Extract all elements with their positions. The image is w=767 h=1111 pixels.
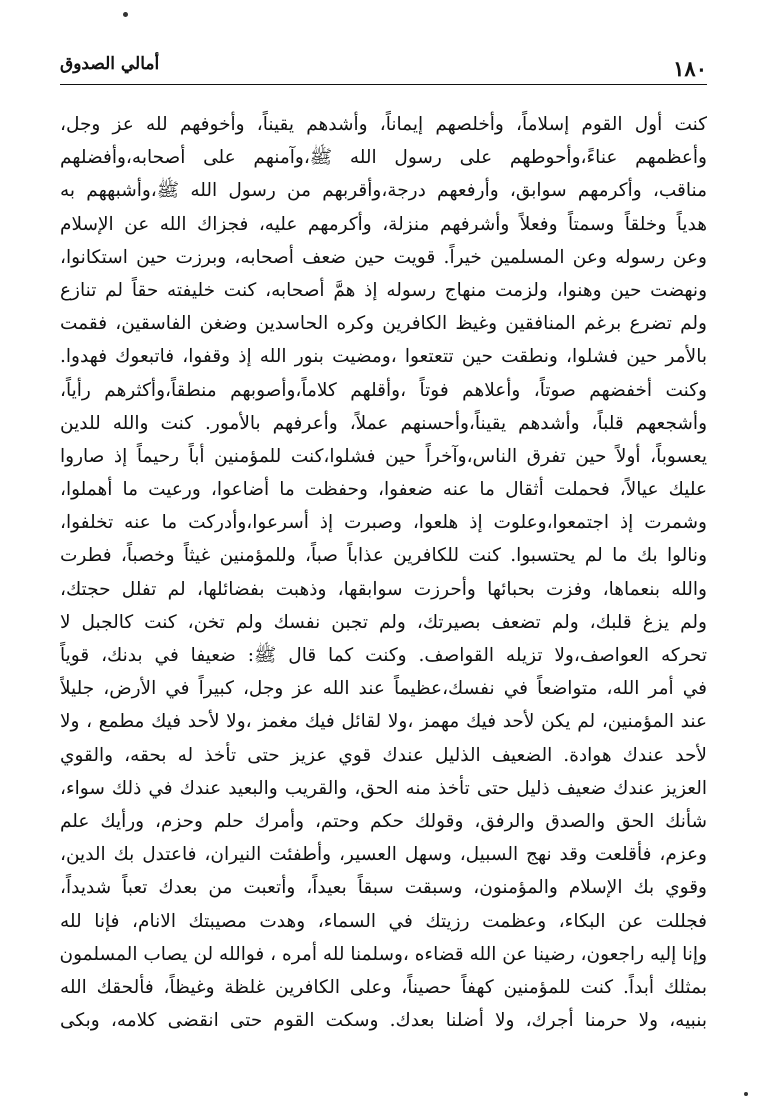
header-rule [60,84,707,85]
text-line: تحركه العواصف،ولا تزيله القواصف. وكنت كما قال ﷺ: ضعيفا في بدنك، قوياً [60,645,707,666]
text-line: وشمرت إذ اجتمعوا،وعلوت إذ هلعوا، وصبرت إذ أسرعوا،وأدركت ما عنه تخلفوا، [60,512,707,534]
text-line: وعزم، فأقلعت وقد نهج السبيل، وسهل العسير، وأطفئت النيران، فاعتدل بك الدين، [60,844,707,866]
text-line: شأنك الحق والصدق والرفق، وقولك حكم وحتم، وأمرك حلم وحزم، ورأيك علم [60,810,707,832]
text-line: عند المؤمنين، لم يكن لأحد فيك مهمز ،ولا لقائل فيك مغمز ،ولا لأحد فيك مطمع ، ولا [60,711,707,733]
scan-speck [744,1092,748,1096]
text-line: في أمر الله، متواضعاً في نفسك،عظيماً عند الله عز وجل، كبيراً في الأرض، جليلاً [60,678,707,700]
text-line: هدياً وخلقاً وسمتاً وفعلاً وأشرفهم منزلة، وأكرمهم عليه، فجزاك الله عن الإسلام [60,213,707,235]
page-number: ١٨٠ [673,56,707,81]
scan-speck [123,12,128,17]
text-line: وأشجعهم قلباً، وأشدهم يقيناً،وأحسنهم عملاً، وأعرفهم بالأمور. كنت والله للدين [60,412,707,434]
text-line: ونالوا بك ما لم يحتسبوا. كنت للكافرين عذاباً صباً، وللمؤمنين غيثاً وخصباً، فطرت [60,545,707,567]
text-line: مناقب، وأكرمهم سوابق، وأرفعهم درجة،وأقربهم من رسول الله ﷺ،وأشبههم به [60,180,707,202]
text-line: كنت أول القوم إسلاماً، وأخلصهم إيماناً، وأشدهم يقيناً، وأخوفهم لله عز وجل، [60,114,707,135]
text-line: ونهضت حين وهنوا، ولزمت منهاج رسوله إذ همَّ أصحابه، كنت خليفته حقاً لم تنازع [60,279,707,301]
text-line: ولم يزغ قلبك، ولم تضعف بصيرتك، ولم تجبن نفسك ولم تخن، كنت كالجبل لا [60,611,707,633]
body-text [60,108,707,1037]
text-line: بالأمر حين فشلوا، ونطقت حين تتعتعوا ،ومضيت بنور الله إذ وقفوا، فاتبعوك فهدوا. [60,346,707,368]
text-line: وكنت أخفضهم صوتاً، وأعلاهم فوتاً ،وأقلهم كلاماً،وأصوبهم منطقاً،وأكثرهم رأياً، [60,379,707,401]
text-line: يعسوباً، أولاً حين تفرق الناس،وآخراً حين فشلوا،كنت للمؤمنين أباً رحيماً إذ صاروا [60,445,707,467]
book-title: أمالي الصدوق [60,54,160,74]
text-line: بنبيه، ولا حرمنا أجرك، ولا أضلنا بعدك. وسكت القوم حتى انقضى كلامه، وبكى [60,1010,707,1032]
text-line: ولم تضرع برغم المنافقين وغيظ الكافرين وكره الحاسدين وضغن الفاسقين، فقمت [60,313,707,335]
text-line: وأعظمهم عناءً،وأحوطهم على رسول الله ﷺ،وآمنهم على أصحابه،وأفضلهم [60,147,707,169]
text-line: لأحد عندك هوادة. الضعيف الذليل عندك قوي عزيز حتى تأخذ له بحقه، والقوي [60,744,707,766]
text-line: فجللت عن البكاء، وعظمت رزيتك في السماء، وهدت مصيبتك الانام، فإنا لله [60,910,707,932]
text-line: والله بنعماها، وفزت بحبائها وأحرزت سوابقها، وذهبت بفضائلها، لم تفلل حجتك، [60,578,707,600]
text-line: العزيز عندك ضعيف ذليل حتى تأخذ منه الحق، والقريب والبعيد عندك في ذلك سواء، [60,777,707,799]
text-line: وإنا إليه راجعون، رضينا عن الله قضاءه ،وسلمنا لله أمره ، فوالله لن يصاب المسلمون [60,943,707,965]
text-line: عليك عيالاً، فحملت أثقال ما عنه ضعفوا، وحفظت ما أضاعوا، ورعيت ما أهملوا، [60,479,707,501]
page-header [60,52,707,84]
text-line: بمثلك أبداً. كنت للمؤمنين كهفاً حصيناً، وعلى الكافرين غلظة وغيظاً، فألحقك الله [60,976,707,998]
text-line: وعن رسوله وعن المسلمين خيراً. قويت حين ضعف أصحابه، وبرزت حين استكانوا، [60,246,707,268]
text-line: وقوي بك الإسلام والمؤمنون، وسبقت سبقاً بعيداً، وأتعبت من بعدك تعباً شديداً، [60,877,707,899]
